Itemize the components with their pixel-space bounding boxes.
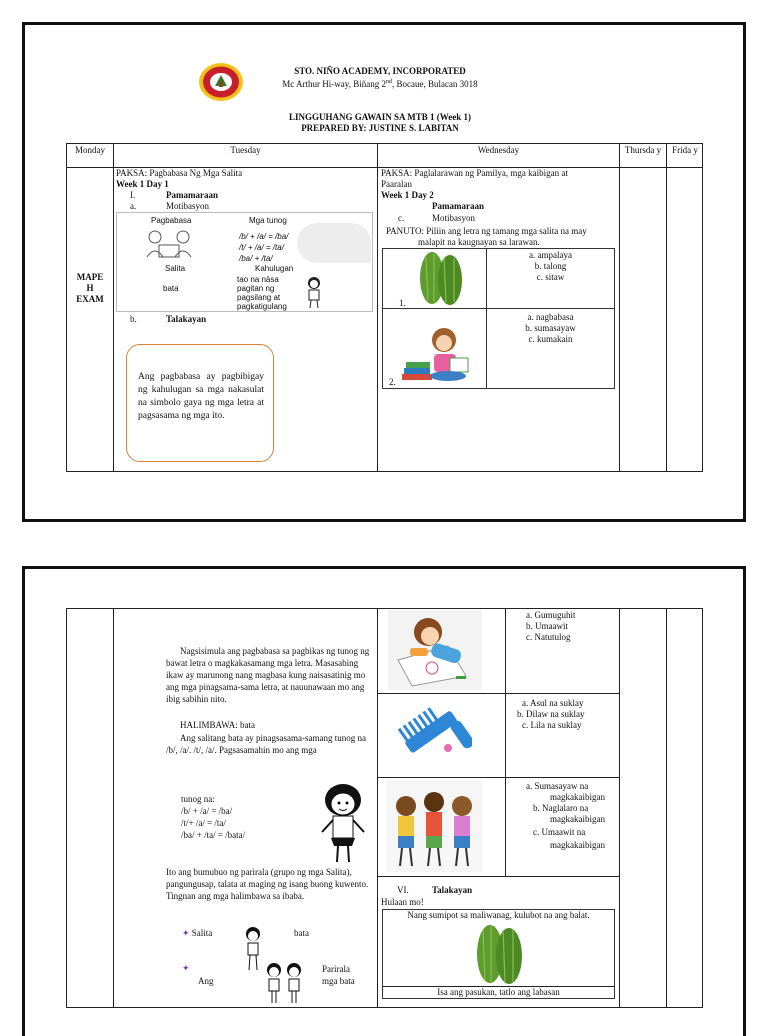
q-grid-row	[378, 777, 619, 778]
tunog-line-3: /ba/ + /ta/ = /bata/	[181, 830, 246, 840]
tuesday-item-b-label: Talakayan	[166, 314, 207, 324]
tuesday-section-number: I.	[130, 190, 136, 200]
riddle-line-2: Isa ang pasukan, tatlo ang labasan	[437, 987, 560, 997]
column-header-monday: Monday	[75, 145, 105, 155]
question-1-number: 1.	[399, 298, 406, 308]
monday-line-3: EXAM	[76, 294, 104, 304]
riddle-ampalaya-image	[468, 922, 530, 986]
table2-col-divider	[66, 608, 67, 1008]
question-3-choice-b: b. Umaawit	[526, 621, 568, 631]
panuto-line-2: malapit na kaugnayan sa larawan.	[418, 237, 540, 247]
wednesday-paksa-line-2: Paaralan	[381, 179, 412, 189]
tunog-line-1: /b/ + /a/ = /ba/	[181, 806, 233, 816]
document-title: LINGGUHANG GAWAIN SA MTB 1 (Week 1)	[288, 112, 471, 122]
question-5-choice-a-cont: magkakaibigan	[550, 792, 605, 802]
child-drawing-image	[388, 610, 482, 690]
arrow-bullet-icon: ✦	[182, 963, 190, 973]
address-part-2: , Bocaue, Bulacan 3018	[391, 79, 478, 89]
q-grid-divider	[505, 608, 506, 876]
question-5-choice-c: c. Umaawit na	[533, 827, 586, 837]
definition-text: Ang pagbabasa ay pagbibigay ng kahulugan sa mga nakasulat na simbolo gaya ng mga letra at pagsasama ng mga ito.	[138, 372, 264, 421]
question-5-choice-a: a. Sumasayaw na	[526, 781, 589, 791]
bullet-parirala-label: Parirala	[322, 964, 350, 974]
table-top-border	[66, 143, 703, 144]
school-logo	[198, 62, 244, 102]
question-1-choice-b: b. talong	[534, 261, 567, 271]
q-grid-row	[378, 876, 619, 877]
wednesday-section-title: Pamamaraan	[432, 201, 484, 211]
panuto-line-1: PANUTO: Piliin ang letra ng tamang mga salita na may	[386, 226, 587, 236]
tuesday-paksa: PAKSA: Pagbabasa Ng Mga Salita	[116, 168, 243, 178]
tuesday-section-title: Pamamaraan	[166, 190, 218, 200]
tuesday-item-a-letter: a.	[130, 201, 137, 211]
reading-paragraph-3: Ito ang bumubuo ng parirala (grupo ng mga Salita), pangungusap, talata at maging ng isang buong kuwento. Tingnan ang mga halimbawa sa ibaba.	[166, 867, 369, 901]
bullet-parirala	[182, 963, 190, 974]
figure-label-salita: Salita	[165, 264, 186, 273]
figure-label-kahulugan: Kahulugan	[255, 264, 294, 273]
tuesday-item-a-label: Motibasyon	[166, 201, 210, 211]
column-header-tuesday: Tuesday	[230, 145, 261, 155]
motivation-figure	[116, 212, 373, 312]
question-2-choice-b: b. sumasayaw	[525, 323, 576, 333]
bullet-salita-word: bata	[294, 928, 309, 938]
question-4-choice-c: c. Lila na suklay	[522, 720, 582, 730]
monday-line-2: H	[86, 283, 94, 293]
question-5-choice-b-cont: magkakaibigan	[550, 814, 605, 824]
wednesday-paksa-line-1: PAKSA: Paglalarawan ng Pamilya, mga kaibigan at	[381, 168, 568, 178]
figure-meaning-2: pagitan ng	[237, 284, 275, 293]
table2-col-divider	[666, 608, 667, 1008]
arrow-bullet-icon: ✦	[182, 928, 190, 938]
child-figure-illustration	[301, 275, 327, 309]
table2-col-divider	[113, 608, 114, 1008]
question-4-choice-b: b. Dilaw na suklay	[517, 709, 585, 719]
table-col-divider	[66, 143, 67, 472]
girl-cartoon-image	[316, 782, 370, 864]
school-name: STO. NIÑO ACADEMY, INCORPORATED	[294, 66, 466, 76]
table-col-divider	[113, 143, 114, 472]
column-header-thursday: Thursda y	[624, 145, 662, 155]
address-superscript: nd	[385, 79, 392, 85]
reading-paragraph-1: Nagsisimula ang pagbabasa sa pagbikas ng tunog ng bawat letra o magkakasamang mga letra. Masasabing ikaw ay marunong nang magbasa kung naisasatinig mo ang mga pinagsama-sama letra, at nauunawaan mo ang ibig sabihin nito.	[166, 646, 370, 704]
table2-top-border	[66, 608, 703, 609]
address-part-1: Mc Arthur Hi-way, Biñang 2	[282, 79, 386, 89]
table2-bottom-border	[66, 1007, 703, 1008]
figure-eq-3: /ba/ + /ta/	[239, 254, 273, 263]
figure-header-pagbabasa: Pagbabasa	[151, 216, 192, 225]
table-col-divider	[702, 143, 703, 472]
table-col-divider	[377, 143, 378, 472]
riddle-line-1: Nang sumipot sa maliwanag, kulubot na ang balat.	[407, 910, 590, 920]
question-5-choice-c-cont: magkakaibigan	[550, 840, 605, 850]
kids-reading-illustration	[141, 227, 201, 261]
monday-line-1: MAPE	[76, 272, 104, 282]
tunog-label: tunog na:	[181, 794, 215, 804]
question-2-choice-c: c. kumakain	[528, 334, 573, 344]
talakayan-title: Talakayan	[432, 885, 473, 895]
tuesday-week-day: Week 1 Day 1	[116, 179, 169, 189]
table-col-divider	[619, 143, 620, 472]
figure-meaning-3: pagsilang at	[237, 293, 281, 302]
table2-col-divider	[619, 608, 620, 1008]
figure-gray-swoosh	[297, 223, 371, 263]
school-address	[250, 77, 510, 90]
reading-paragraph-2: Ang salitang bata ay pinagsasama-samang tunog na /b/, /a/. /t/, /a/. Pagsasamahin mo ang mga	[166, 733, 366, 755]
table2-col-divider	[377, 608, 378, 1008]
tuesday-item-b-letter: b.	[130, 314, 137, 324]
question-5-choice-b: b. Naglalaro na	[533, 803, 589, 813]
question-2-choice-a: a. nagbabasa	[527, 312, 574, 322]
figure-meaning-4: pagkatigulang	[237, 302, 287, 311]
ampalaya-image	[410, 250, 470, 307]
column-header-friday: Frida y	[672, 145, 698, 155]
figure-eq-1: /b/ + /a/ = /ba/	[239, 232, 289, 241]
figure-word: bata	[163, 284, 179, 293]
bullet-parirala-prefix: Ang	[198, 976, 214, 986]
question-1-choice-c: c. sitaw	[536, 272, 565, 282]
q-grid-row	[378, 693, 619, 694]
bullet-salita	[182, 928, 212, 939]
tunog-line-2: /t/+ /a/ = /ta/	[181, 818, 226, 828]
prepared-by: PREPARED BY: JUSTINE S. LABITAN	[301, 123, 459, 133]
column-header-wednesday: Wednesday	[477, 145, 520, 155]
group-children-image	[262, 960, 308, 1004]
bullet-parirala-word: mga bata	[322, 976, 355, 986]
hulaan-label: Hulaan mo!	[381, 897, 424, 907]
girl-reading-image	[400, 312, 480, 386]
table-col-divider	[666, 143, 667, 472]
talakayan-number: VI.	[397, 885, 409, 895]
friends-dancing-image	[386, 780, 482, 872]
halimbawa-label: HALIMBAWA: bata	[180, 720, 256, 730]
figure-eq-2: /t/ + /a/ = /ta/	[239, 243, 284, 252]
question-1-choice-a: a. ampalaya	[529, 250, 572, 260]
question-2-number: 2.	[389, 377, 396, 387]
wednesday-week-day: Week 1 Day 2	[381, 190, 434, 200]
bullet-salita-label: Salita	[191, 928, 213, 938]
comb-image	[396, 696, 472, 776]
figure-header-tunog: Mga tunog	[249, 216, 287, 225]
question-3-choice-a: a. Gumuguhit	[526, 610, 576, 620]
table2-col-divider	[702, 608, 703, 1008]
question-3-choice-c: c. Natutulog	[526, 632, 571, 642]
wednesday-item-c-letter: c.	[398, 213, 405, 223]
question-4-choice-a: a. Asul na suklay	[522, 698, 584, 708]
table-bottom-border	[66, 471, 703, 472]
wednesday-item-c-label: Motibasyon	[432, 213, 476, 223]
definition-callout	[126, 344, 274, 462]
figure-meaning-1: tao na nāsa	[237, 275, 279, 284]
